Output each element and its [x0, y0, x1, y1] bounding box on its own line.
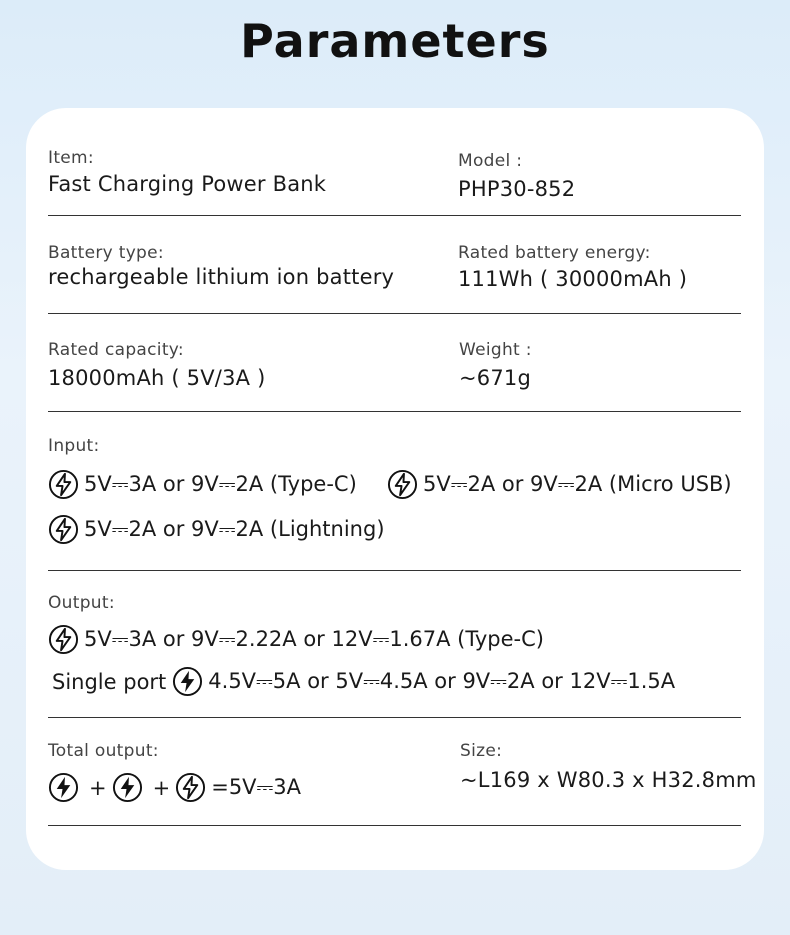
item-value: Fast Charging Power Bank	[48, 172, 327, 196]
input-line-lightning	[48, 514, 385, 545]
input-type-c-text: 5V⎓3A or 9V⎓2A (Type-C)	[84, 472, 357, 496]
output-type-c-text: 5V⎓3A or 9V⎓2.22A or 12V⎓1.67A (Type-C)	[84, 627, 544, 651]
input-micro-usb-text: 5V⎓2A or 9V⎓2A (Micro USB)	[423, 472, 732, 496]
fast-charge-bolt-icon	[48, 514, 79, 545]
single-port-text: 4.5V⎓5A or 5V⎓4.5A or 9V⎓2A or 12V⎓1.5A	[208, 669, 676, 693]
divider	[48, 215, 741, 216]
total-output-label: Total output:	[48, 741, 159, 761]
battery-type-value: rechargeable lithium ion battery	[48, 265, 395, 289]
weight-label: Weight :	[459, 340, 532, 360]
model-label: Model :	[458, 151, 523, 171]
fast-charge-bolt-icon	[48, 469, 79, 500]
output-label: Output:	[48, 593, 115, 613]
size-value: ~L169 x W80.3 x H32.8mm	[460, 768, 757, 792]
total-output-result: =5V⎓3A	[211, 775, 302, 799]
battery-type-label: Battery type:	[48, 243, 164, 263]
rated-capacity-value: 18000mAh ( 5V/3A )	[48, 366, 266, 390]
output-line-type-c	[48, 624, 544, 655]
fast-charge-bolt-solid-icon	[48, 772, 79, 803]
rated-energy-value: 111Wh ( 30000mAh )	[458, 267, 688, 291]
input-line-type-c	[48, 469, 357, 500]
weight-value: ~671g	[459, 366, 532, 390]
rated-energy-label: Rated battery energy:	[458, 243, 651, 263]
page-title: Parameters	[240, 14, 550, 68]
fast-charge-bolt-solid-icon	[172, 666, 203, 697]
rated-capacity-label: Rated capacity:	[48, 340, 184, 360]
fast-charge-bolt-icon	[175, 772, 206, 803]
plus-sign: +	[152, 775, 171, 800]
input-lightning-text: 5V⎓2A or 9V⎓2A (Lightning)	[84, 517, 385, 541]
divider	[48, 570, 741, 571]
item-label: Item:	[48, 148, 94, 168]
total-output-line	[48, 772, 301, 803]
divider	[48, 717, 741, 718]
single-port-label: Single port	[52, 669, 167, 694]
input-label: Input:	[48, 436, 100, 456]
fast-charge-bolt-icon	[387, 469, 418, 500]
model-value: PHP30-852	[458, 177, 576, 201]
parameters-card	[26, 108, 764, 870]
fast-charge-bolt-icon	[48, 624, 79, 655]
divider	[48, 411, 741, 412]
divider	[48, 825, 741, 826]
fast-charge-bolt-solid-icon	[112, 772, 143, 803]
plus-sign: +	[89, 775, 107, 800]
size-label: Size:	[460, 741, 503, 761]
divider	[48, 313, 741, 314]
output-line-single-port	[52, 666, 675, 697]
input-line-micro-usb	[387, 469, 732, 500]
